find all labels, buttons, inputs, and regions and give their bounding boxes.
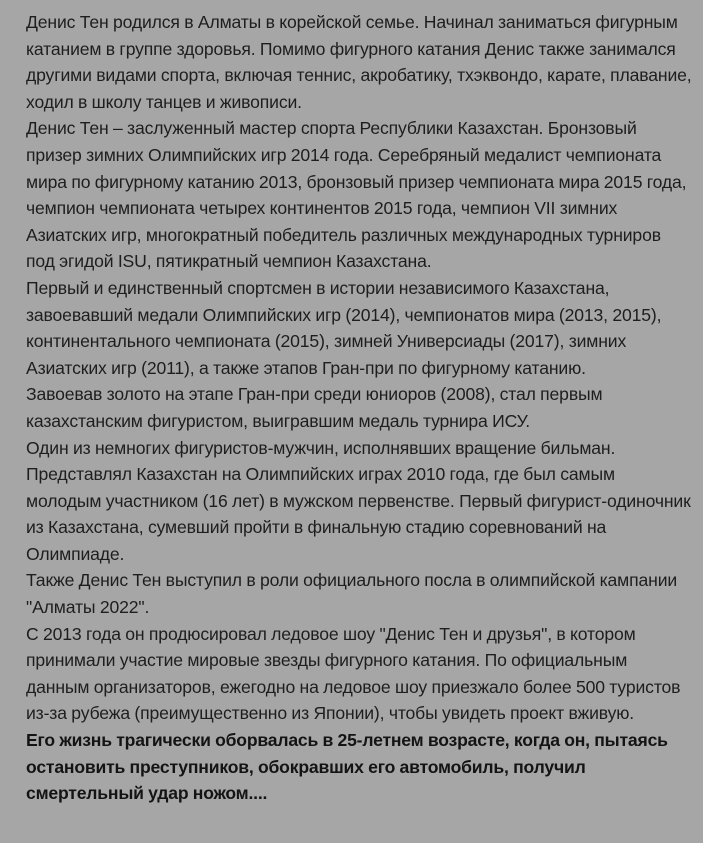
paragraph-ambassador: Также Денис Тен выступил в роли официального посла в олимпийской кампании "Алматы 2022".: [26, 570, 678, 618]
paragraph-junior-gold: Завоевав золото на этапе Гран-при среди юниоров (2008), стал первым казахстанским фигуристом, выигравшим медаль турнира ИСУ.: [26, 384, 603, 431]
paragraph-ice-show: С 2013 года он продюсировал ледовое шоу "Денис Тен и друзья", в котором принимали участие мировые звезды фигурного катания. По официальным данным организаторов, ежегодно на ледовое шоу приезжало более 500 туристов из-за рубежа (преимущественно из Японии), чтобы увидеть проект вживую.: [26, 623, 681, 724]
paragraph-death: Его жизнь трагически оборвалась в 25-летнем возрасте, когда он, пытаясь остановить преступников, обокравших его автомобиль, получил смертельный удар ножом....: [26, 730, 668, 804]
paragraph-first-athlete: Первый и единственный спортсмен в истории независимого Казахстана, завоевавший медали Олимпийских игр (2014), чемпионатов мира (2013, 2015), континентального чемпионата (2015), зимней Универсиады (2017), зимних Азиатских игр (2011), а также этапов Гран-при по фигурному катанию.: [26, 277, 662, 378]
paragraph-titles: Денис Тен – заслуженный мастер спорта Республики Казахстан. Бронзовый призер зимних Олимпийских игр 2014 года. Серебряный медалист чемпионата мира по фигурному катанию 2013, бронзовый призер чемпионата мира 2015 года, чемпион чемпионата четырех континентов 2015 года, чемпион VII зимних Азиатских игр, многократный победитель различных международных турниров под эгидой ISU, пятикратный чемпион Казахстана.: [26, 118, 687, 272]
article-text: [26, 9, 694, 807]
paragraph-olympics-2010: Представлял Казахстан на Олимпийских играх 2010 года, где был самым молодым участником (16 лет) в мужском первенстве. Первый фигурист-одиночник из Казахстана, сумевший пройти в финальную стадию соревнований на Олимпиаде.: [26, 464, 691, 564]
paragraph-biellmann: Один из немногих фигуристов-мужчин, исполнявших вращение бильман.: [26, 437, 616, 458]
paragraph-childhood: Денис Тен родился в Алматы в корейской семье. Начинал заниматься фигурным катанием в группе здоровья. Помимо фигурного катания Денис также занимался другими видами спорта, включая теннис, акробатику, тхэквондо, карате, плавание, ходил в школу танцев и живописи.: [26, 12, 692, 112]
